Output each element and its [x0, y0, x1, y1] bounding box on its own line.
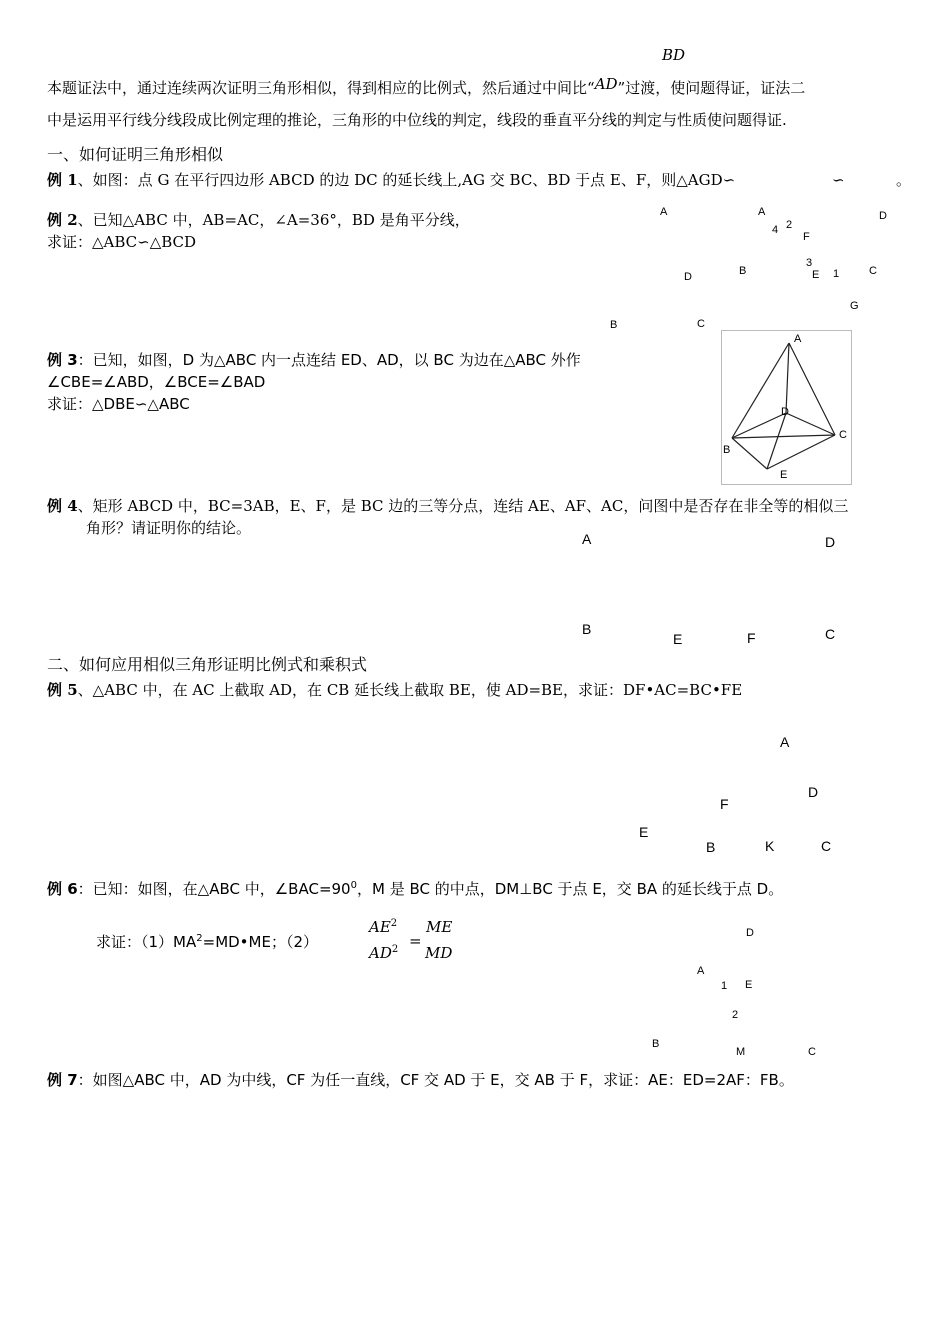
example-4-line-2: 角形？请证明你的结论。	[86, 519, 252, 537]
example-3-line-3: 求证：△DBE∽△ABC	[47, 395, 190, 413]
example-6-line-1	[47, 876, 783, 899]
fig6-label-2: 2	[732, 1009, 739, 1021]
fig3-label-a: A	[794, 333, 802, 345]
fig3-label-d: D	[781, 406, 789, 418]
fig1-label-d: D	[879, 210, 887, 222]
fig4-label-c: C	[825, 626, 836, 642]
fig6-label-b: B	[652, 1038, 660, 1050]
example-2-line-1	[47, 210, 470, 230]
example-1-period: 。	[896, 171, 912, 189]
fig4-label-a: A	[582, 531, 592, 547]
fig6-label-c: C	[808, 1046, 816, 1058]
example-3-figure	[721, 330, 852, 485]
example-7	[47, 1070, 794, 1090]
example-3-given: ：已知，如图，D 为△ABC 内一点连结 ED、AD，以 BC 为边在△ABC 外作	[77, 351, 581, 369]
fig4-label-f: F	[747, 630, 756, 646]
example-2-label: 例 2	[47, 211, 78, 229]
example-6-given-end: ，M 是 BC 的中点，DM⊥BC 于点 E，交 BA 的延长线于点 D。	[356, 880, 784, 898]
fig2-label-c: C	[697, 318, 705, 330]
intro-line-1-end: ”过渡，使问题得证，证法二	[617, 79, 806, 97]
fig1-label-b: B	[739, 265, 747, 277]
intro-line-1	[47, 75, 806, 98]
fig3-label-b: B	[723, 444, 731, 456]
intro-fraction-denominator: AD	[594, 75, 618, 93]
fig1-label-e: E	[812, 269, 820, 281]
fig3-label-c: C	[839, 429, 847, 441]
fig1-label-f: F	[803, 231, 810, 243]
example-6-frac-den-2: MD	[425, 944, 453, 962]
fig4-label-d: D	[825, 534, 836, 550]
fig5-label-k: K	[765, 838, 775, 854]
example-7-label: 例 7	[47, 1071, 78, 1089]
fig2-label-d: D	[684, 271, 692, 283]
example-1-text: 、如图：点 G 在平行四边形 ABCD 的边 DC 的延长线上,AG 交 BC、BD 于点 E、F，则△AGD∽	[77, 171, 736, 189]
example-2-given: 、已知△ABC 中，AB=AC，∠A=36°，BD 是角平分线，	[77, 211, 470, 229]
example-7-text: ：如图△ABC 中，AD 为中线，CF 为任一直线，CF 交 AD 于 E，交 AB 于 F，求证：AE：ED=2AF：FB。	[77, 1071, 794, 1089]
fig5-label-f: F	[720, 796, 729, 812]
example-3-line-1	[47, 350, 581, 370]
example-6-proof-2: =MD•ME；（2）	[202, 933, 318, 951]
intro-line-1-start: 本题证法中，通过连续两次证明三角形相似，得到相应的比例式，然后通过中间比“	[47, 79, 595, 97]
fig5-label-e: E	[639, 824, 649, 840]
fig4-label-e: E	[673, 631, 683, 647]
example-1-sim-symbol: ∽	[832, 171, 845, 189]
example-6-square: 2	[196, 933, 203, 944]
example-4-question: 、矩形 ABCD 中，BC=3AB，E、F，是 BC 边的三等分点，连结 AE、AF、AC，问图中是否存在非全等的相似三	[77, 497, 849, 515]
intro-line-2: 中是运用平行线分线段成比例定理的推论，三角形的中位线的判定，线段的垂直平分线的判定与性质使问题得证.	[47, 111, 787, 129]
fig6-label-m: M	[736, 1046, 746, 1058]
fig5-label-d: D	[808, 784, 819, 800]
fig1-label-g: G	[850, 300, 859, 312]
example-1	[47, 170, 735, 190]
example-1-label: 例 1	[47, 171, 78, 189]
fig1-label-3: 3	[806, 257, 813, 269]
fig6-label-a: A	[697, 965, 705, 977]
fig5-label-b: B	[706, 839, 716, 855]
example-6-equals: =	[409, 932, 422, 950]
fig6-label-1: 1	[721, 980, 728, 992]
example-2-line-2: 求证：△ABC∽△BCD	[47, 233, 197, 251]
example-4-label: 例 4	[47, 497, 78, 515]
section-2-heading: 二、如何应用相似三角形证明比例式和乘积式	[47, 655, 368, 674]
fig1-label-1: 1	[833, 268, 840, 280]
example-6-label: 例 6	[47, 880, 78, 898]
example-6-proof	[96, 929, 318, 952]
example-5-text: 、△ABC 中，在 AC 上截取 AD，在 CB 延长线上截取 BE，使 AD=BE，求证：DF•AC=BC•FE	[77, 681, 743, 699]
example-4-line-1	[47, 496, 848, 516]
example-5-label: 例 5	[47, 681, 78, 699]
fig3-label-e: E	[780, 469, 788, 481]
fig6-label-e: E	[745, 979, 753, 991]
fig1-label-a: A	[758, 206, 766, 218]
example-6-given: ：已知：如图，在△ABC 中，∠BAC=90	[77, 880, 351, 898]
fig6-label-d: D	[746, 927, 754, 939]
example-6-frac-num-1: $AE^2$	[369, 918, 398, 936]
example-6-degree: 0	[350, 880, 357, 891]
example-3-line-2: ∠CBE=∠ABD，∠BCE=∠BAD	[47, 373, 266, 391]
fig1-label-c: C	[869, 265, 877, 277]
example-6-frac-den-1: $AD^2$	[369, 944, 399, 962]
fig2-label-a: A	[660, 206, 668, 218]
fig5-label-a: A	[780, 734, 790, 750]
example-5	[47, 680, 742, 700]
fig5-label-c: C	[821, 838, 832, 854]
fig1-label-4: 4	[772, 224, 779, 236]
example-3-label: 例 3	[47, 351, 78, 369]
intro-fraction-numerator: BD	[662, 46, 686, 64]
fig2-label-b: B	[610, 319, 618, 331]
fig4-label-b: B	[582, 621, 592, 637]
section-1-heading: 一、如何证明三角形相似	[47, 145, 224, 164]
example-6-proof-1: 求证：（1）MA	[96, 933, 197, 951]
fig1-label-2: 2	[786, 219, 793, 231]
example-6-frac-num-2: ME	[426, 918, 453, 936]
